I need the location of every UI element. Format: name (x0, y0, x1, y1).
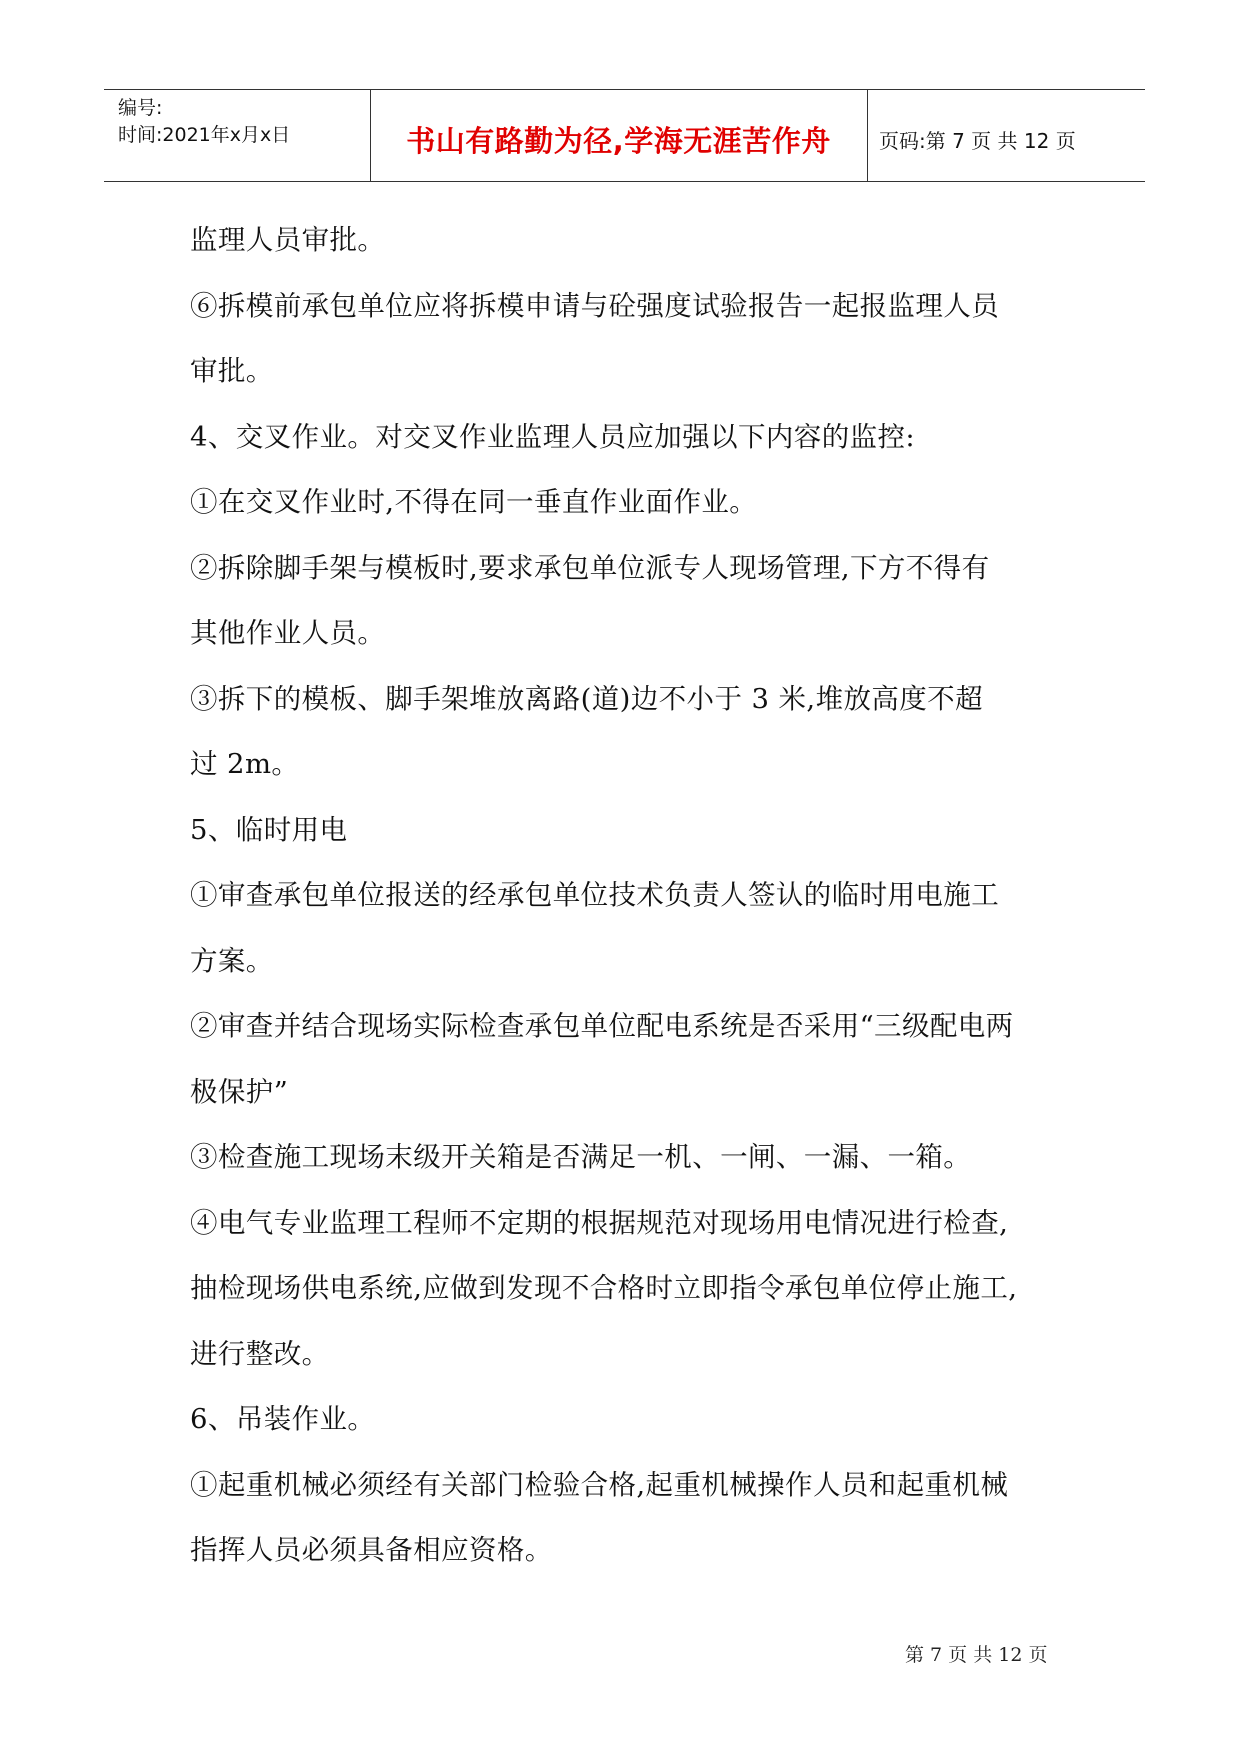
body-line: 5、临时用电 (190, 813, 348, 846)
body-line: 极保护” (190, 1075, 289, 1108)
header-motto: 书山有路勤为径,学海无涯苦作舟 (406, 124, 831, 158)
document-body (190, 215, 1070, 1591)
body-line: ②审查并结合现场实际检查承包单位配电系统是否采用“三级配电两 (190, 1010, 1014, 1042)
body-line: ①审查承包单位报送的经承包单位技术负责人签认的临时用电施工 (190, 879, 1000, 911)
body-line: 进行整改。 (190, 1337, 330, 1370)
body-line: 6、吊装作业。 (190, 1403, 376, 1435)
body-line: ②拆除脚手架与模板时,要求承包单位派专人现场管理,下方不得有 (190, 551, 990, 584)
body-line: ③检查施工现场末级开关箱是否满足一机、一闸、一漏、一箱。 (190, 1141, 972, 1173)
document-date-label: 时间:2021年x月x日 (118, 124, 291, 146)
page-footer: 第 7 页 共 12 页 (905, 1644, 1048, 1666)
body-line: 监理人员审批。 (190, 224, 386, 256)
header-page-code: 页码:第 7 页 共 12 页 (879, 129, 1076, 153)
document-number-label: 编号: (118, 97, 163, 119)
body-line: 抽检现场供电系统,应做到发现不合格时立即指令承包单位停止施工, (190, 1272, 1018, 1304)
body-line: 方案。 (190, 944, 274, 977)
body-line: 过 2m。 (190, 748, 300, 780)
header-motto-cell (370, 90, 868, 181)
page-header (104, 89, 1145, 182)
body-line: 审批。 (190, 355, 274, 387)
body-line: ⑥拆模前承包单位应将拆模申请与砼强度试验报告一起报监理人员 (190, 289, 1000, 322)
body-line: ④电气专业监理工程师不定期的根据规范对现场用电情况进行检查, (190, 1206, 1009, 1239)
body-line: 其他作业人员。 (190, 617, 386, 649)
header-page-cell (867, 90, 1145, 181)
body-line: ①在交叉作业时,不得在同一垂直作业面作业。 (190, 486, 758, 518)
body-line: ①起重机械必须经有关部门检验合格,起重机械操作人员和起重机械 (190, 1468, 1009, 1501)
body-line: 4、交叉作业。对交叉作业监理人员应加强以下内容的监控: (190, 420, 916, 453)
body-line: 指挥人员必须具备相应资格。 (190, 1534, 553, 1566)
body-line: ③拆下的模板、脚手架堆放离路(道)边不小于 3 米,堆放高度不超 (190, 682, 983, 715)
header-meta-cell (104, 90, 371, 181)
